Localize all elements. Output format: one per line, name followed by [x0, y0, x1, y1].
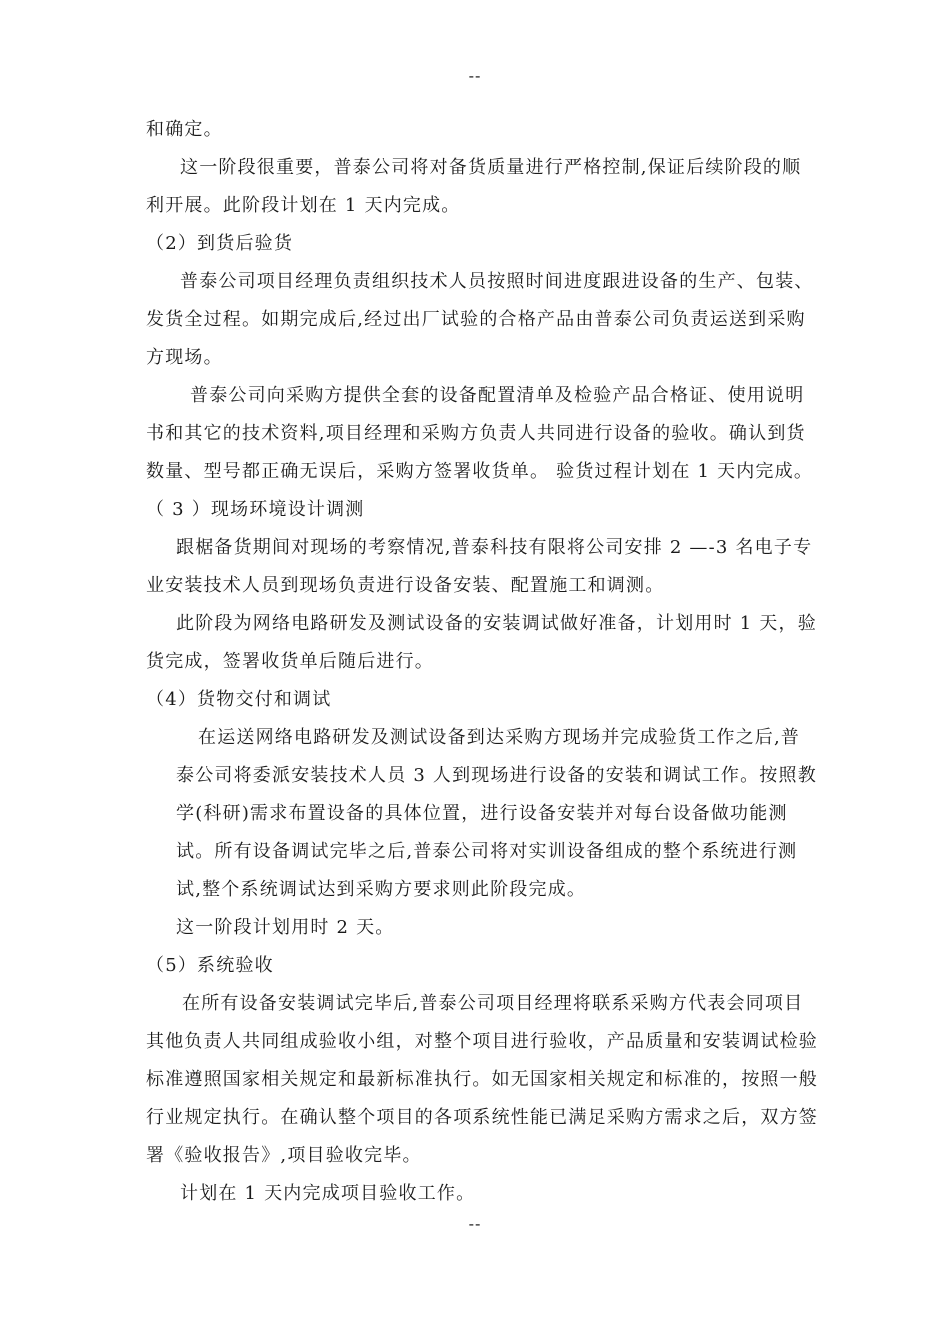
paragraph-line: 此阶段为网络电路研发及测试设备的安装调试做好准备，计划用时 1 天，验	[176, 613, 817, 634]
paragraph-line: 业安装技术人员到现场负责进行设备安装、配置施工和调测。	[146, 575, 665, 596]
paragraph-line: 跟椐备货期间对现场的考察情况,普泰科技有限将公司安排 2 —-3 名电子专	[176, 537, 813, 558]
paragraph-line: 标准遵照国家相关规定和最新标准执行。如无国家相关规定和标准的，按照一般	[146, 1069, 818, 1090]
paragraph-line: 和确定。	[146, 119, 223, 140]
page-footer-marker: --	[468, 1214, 482, 1233]
paragraph-line: 计划在 1 天内完成项目验收工作。	[180, 1183, 476, 1204]
section-heading: （5）系统验收	[146, 955, 274, 976]
section-heading: （2）到货后验货	[146, 233, 294, 254]
paragraph-line: 在所有设备安装调试完毕后,普泰公司项目经理将联系采购方代表会同项目	[182, 993, 804, 1014]
paragraph-line: 这一阶段很重要，普泰公司将对备货质量进行严格控制,保证后续阶段的顺	[180, 157, 802, 178]
paragraph-line: 普泰公司项目经理负责组织技术人员按照时间进度跟进设备的生产、包装、	[180, 271, 814, 292]
paragraph-line: 试,整个系统调试达到采购方要求则此阶段完成。	[176, 879, 587, 900]
paragraph-line: 泰公司将委派安装技术人员 3 人到现场进行设备的安装和调试工作。按照教	[176, 765, 817, 786]
paragraph-line: 方现场。	[146, 347, 223, 368]
paragraph-line: 其他负责人共同组成验收小组，对整个项目进行验收，产品质量和安装调试检验	[146, 1031, 818, 1052]
paragraph-line: 利开展。此阶段计划在 1 天内完成。	[146, 195, 461, 216]
paragraph-line: 普泰公司向采购方提供全套的设备配置清单及检验产品合格证、使用说明	[190, 385, 805, 406]
section-heading: （4）货物交付和调试	[146, 689, 332, 710]
section-heading: （ 3 ）现场环境设计调测	[146, 499, 365, 520]
paragraph-line: 学(科研)需求布置设备的具体位置，进行设备安装并对每台设备做功能测	[176, 803, 788, 824]
paragraph-line: 数量、型号都正确无误后，采购方签署收货单。 验货过程计划在 1 天内完成。	[146, 461, 814, 482]
paragraph-line: 发货全过程。如期完成后,经过出厂试验的合格产品由普泰公司负责运送到采购	[146, 309, 806, 330]
paragraph-line: 行业规定执行。在确认整个项目的各项系统性能已满足采购方需求之后，双方签	[146, 1107, 818, 1128]
paragraph-line: 这一阶段计划用时 2 天。	[176, 917, 395, 938]
paragraph-line: 在运送网络电路研发及测试设备到达采购方现场并完成验货工作之后,普	[198, 727, 801, 748]
paragraph-line: 货完成，签署收货单后随后进行。	[146, 651, 434, 672]
paragraph-line: 署《验收报告》,项目验收完毕。	[146, 1145, 422, 1166]
paragraph-line: 试。所有设备调试完毕之后,普泰公司将对实训设备组成的整个系统进行测	[176, 841, 798, 862]
paragraph-line: 书和其它的技术资料,项目经理和采购方负责人共同进行设备的验收。确认到货	[146, 423, 806, 444]
page-header-marker: --	[468, 66, 482, 85]
